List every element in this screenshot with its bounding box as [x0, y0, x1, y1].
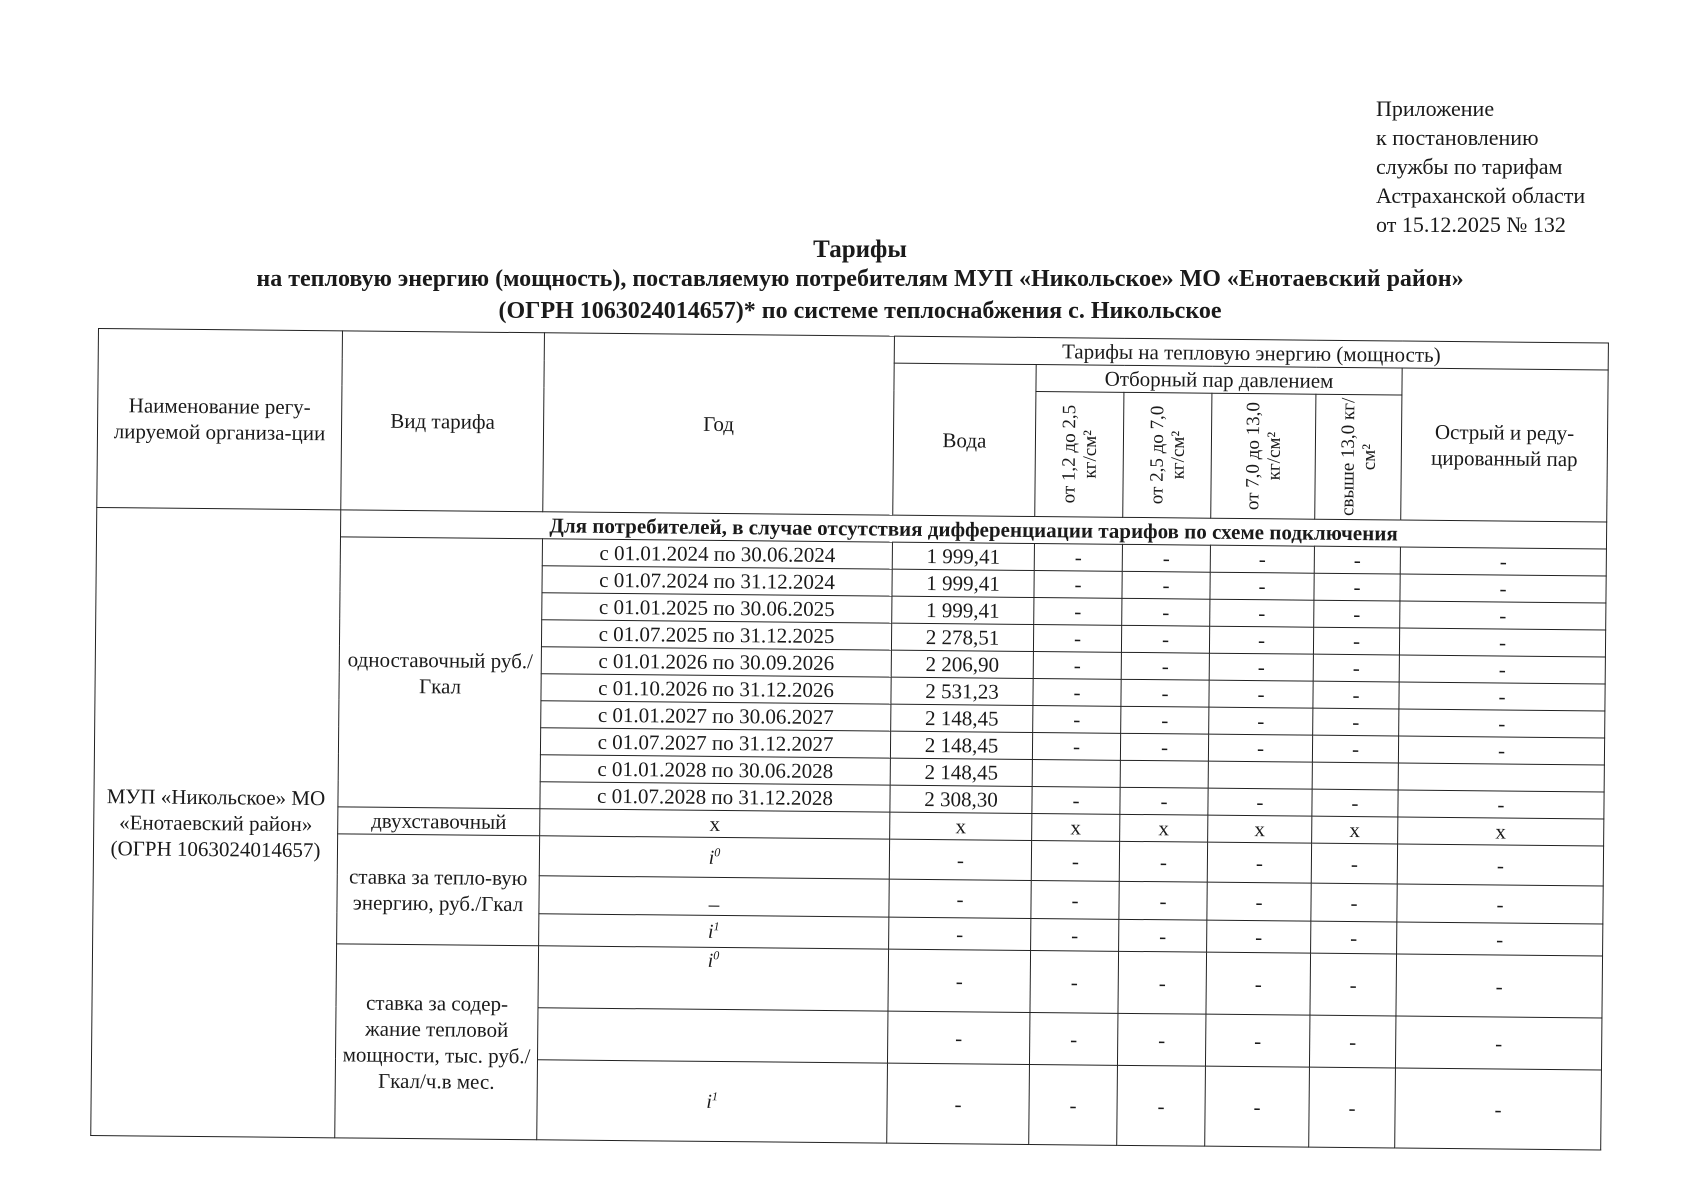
header-water: Вода	[893, 363, 1036, 516]
value-cell: -	[887, 1063, 1030, 1144]
value-cell: -	[1313, 654, 1399, 682]
value-cell: -	[1033, 705, 1121, 733]
value-cell: -	[1399, 682, 1605, 711]
header-sharp-steam: Острый и реду-цированный пар	[1401, 368, 1608, 522]
header-pressure-2-text: от 2,5 до 7,0 кг/см²	[1145, 405, 1189, 505]
year-index-sup: 1	[711, 1088, 719, 1103]
value-cell: -	[1031, 918, 1119, 951]
value-cell: -	[1209, 707, 1313, 735]
water-value: 2 148,45	[891, 704, 1033, 732]
energy-rate-label: ставка за тепло-вую энергию, руб./Гкал	[337, 834, 540, 946]
value-cell: х	[890, 812, 1032, 840]
value-cell: -	[1029, 1064, 1118, 1145]
year-index-cell	[539, 836, 889, 879]
value-cell: -	[1314, 573, 1400, 601]
value-cell: -	[1397, 884, 1603, 924]
year-index: i	[707, 949, 714, 972]
period-cell: с 01.01.2025 по 30.06.2025	[542, 593, 892, 623]
water-value: 1 999,41	[892, 569, 1034, 597]
value-cell: -	[1395, 1016, 1602, 1070]
period-cell: с 01.07.2027 по 31.12.2027	[540, 728, 890, 758]
appendix-line: службы по тарифам	[1376, 154, 1563, 179]
header-pressure-1-text: от 1,2 до 2,5 кг/см²	[1057, 404, 1101, 504]
value-cell: -	[1209, 626, 1313, 654]
capacity-rate-label: ставка за содер-жание тепловой мощности, тыс. руб./Гкал/ч.в мес.	[335, 944, 539, 1140]
value-cell	[1208, 761, 1312, 789]
value-cell: -	[1033, 651, 1121, 679]
header-pressure-2	[1123, 392, 1212, 518]
value-cell: -	[1313, 681, 1399, 709]
year-index-sup: 0	[714, 844, 721, 859]
value-cell: х	[1120, 814, 1208, 842]
value-cell: -	[1210, 545, 1314, 573]
appendix-line: Приложение	[1376, 96, 1495, 121]
value-cell: -	[1314, 546, 1400, 574]
value-cell: -	[1122, 571, 1210, 599]
header-pressure-4	[1315, 394, 1402, 520]
year-index-sup: 1	[713, 918, 720, 933]
value-cell: -	[1397, 844, 1603, 886]
period-cell: с 01.07.2028 по 31.12.2028	[540, 782, 890, 812]
value-cell: -	[1032, 786, 1120, 814]
value-cell: -	[1208, 788, 1312, 816]
value-cell	[1398, 763, 1604, 792]
value-cell: -	[1310, 953, 1397, 1016]
value-cell: -	[1031, 880, 1119, 919]
water-value: 2 148,45	[890, 731, 1032, 759]
value-cell: -	[1121, 706, 1209, 734]
value-cell: -	[1311, 921, 1397, 954]
value-cell: -	[1119, 841, 1207, 882]
value-cell: -	[1313, 708, 1399, 736]
value-cell: -	[1121, 625, 1209, 653]
header-pressure-3	[1211, 393, 1316, 519]
value-cell: -	[889, 839, 1031, 880]
period-cell: с 01.01.2027 по 30.06.2027	[541, 701, 891, 731]
value-cell: -	[1122, 598, 1210, 626]
period-cell: с 01.01.2026 по 30.09.2026	[541, 647, 891, 677]
value-cell: -	[1311, 883, 1397, 922]
year-index: _	[708, 884, 720, 909]
value-cell: -	[1207, 882, 1311, 921]
value-cell: -	[1120, 733, 1208, 761]
value-cell: -	[1313, 627, 1399, 655]
document-subtitle: на тепловую энергию (мощность), поставляемую потребителям МУП «Никольское» МО «Енотаевский район»	[256, 266, 1464, 292]
appendix-line: к постановлению	[1376, 125, 1539, 150]
year-index-cell	[537, 1060, 888, 1143]
period-cell: с 01.01.2024 по 30.06.2024	[542, 539, 892, 569]
period-cell: с 01.10.2026 по 31.12.2026	[541, 674, 891, 704]
year-index: i	[706, 1090, 712, 1113]
header-steam-group: Отборный пар давлением	[1036, 365, 1402, 396]
value-cell: -	[1119, 881, 1207, 920]
value-cell: х	[1032, 813, 1120, 841]
value-cell: -	[1399, 655, 1605, 684]
water-value: 2 278,51	[891, 623, 1033, 651]
appendix-line: от 15.12.2025 № 132	[1376, 212, 1566, 237]
organization-cell: МУП «Никольское» МО «Енотаевский район» (ОГРН 1063024014657)	[91, 507, 341, 1137]
value-cell: -	[1034, 597, 1122, 625]
header-org: Наименование регу-лируемой организа-ции	[97, 329, 343, 510]
value-cell: -	[1205, 1066, 1310, 1147]
value-cell: -	[1399, 628, 1605, 657]
value-cell: -	[1034, 543, 1122, 571]
value-cell: х	[540, 809, 890, 839]
tariff-table	[90, 328, 1609, 1150]
value-cell: -	[1312, 735, 1398, 763]
appendix-line: Астраханской области	[1376, 183, 1586, 208]
value-cell: -	[1206, 952, 1311, 1015]
period-cell: с 01.01.2028 по 30.06.2028	[540, 755, 890, 785]
water-value: 2 531,23	[891, 677, 1033, 705]
water-value: 2 148,45	[890, 758, 1032, 786]
value-cell: -	[1399, 709, 1605, 738]
value-cell: -	[1397, 922, 1603, 956]
value-cell	[1312, 762, 1398, 790]
value-cell: х	[1398, 817, 1604, 846]
value-cell: х	[1312, 816, 1398, 844]
value-cell: -	[1031, 840, 1119, 881]
year-index-cell	[537, 1008, 887, 1063]
period-cell: с 01.07.2024 по 31.12.2024	[542, 566, 892, 596]
value-cell: -	[1398, 736, 1604, 765]
year-index: i	[708, 846, 715, 869]
water-value: 2 206,90	[891, 650, 1033, 678]
value-cell: -	[1120, 787, 1208, 815]
value-cell	[1120, 760, 1208, 788]
value-cell: -	[1400, 574, 1606, 603]
value-cell: -	[1312, 789, 1398, 817]
value-cell: -	[1117, 1013, 1205, 1066]
value-cell: -	[1395, 1068, 1602, 1150]
water-value: 1 999,41	[892, 596, 1034, 624]
value-cell: -	[1309, 1067, 1396, 1148]
value-cell: -	[1209, 680, 1313, 708]
value-cell: х	[1208, 815, 1312, 843]
value-cell: -	[889, 917, 1031, 950]
year-index-sup: 0	[713, 948, 720, 963]
value-cell: -	[1032, 732, 1120, 760]
value-cell: -	[1210, 572, 1314, 600]
value-cell: -	[1117, 1065, 1206, 1146]
value-cell: -	[1118, 951, 1207, 1014]
year-index-cell	[539, 914, 889, 949]
header-pressure-1	[1035, 392, 1124, 518]
document-subtitle-line2: (ОГРН 1063024014657)* по системе теплоснабжения с. Никольское	[498, 298, 1222, 324]
water-value: 1 999,41	[892, 542, 1034, 570]
value-cell: -	[1209, 653, 1313, 681]
water-value: 2 308,30	[890, 785, 1032, 813]
value-cell: -	[1122, 544, 1210, 572]
value-cell: -	[1314, 600, 1400, 628]
document-title: Тарифы	[813, 236, 907, 263]
value-cell: -	[1033, 624, 1121, 652]
value-cell: -	[887, 1011, 1029, 1064]
value-cell: -	[1396, 954, 1603, 1018]
header-tariffs-group: Тарифы на тепловую энергию (мощность)	[894, 336, 1608, 370]
value-cell: -	[1121, 679, 1209, 707]
year-index-cell	[538, 946, 889, 1011]
single-rate-label: одноставочный руб./Гкал	[338, 537, 543, 809]
value-cell: -	[889, 879, 1031, 918]
value-cell: -	[1034, 570, 1122, 598]
value-cell: -	[1029, 1012, 1117, 1065]
value-cell: -	[1119, 919, 1207, 952]
header-year: Год	[543, 333, 895, 515]
year-index: i	[707, 920, 714, 943]
appendix-block	[1376, 94, 1585, 239]
value-cell: -	[1207, 920, 1311, 953]
value-cell: -	[1121, 652, 1209, 680]
header-pressure-4-text: свыше 13,0 кг/см²	[1336, 397, 1380, 517]
header-pressure-3-text: от 7,0 до 13,0 кг/см²	[1241, 402, 1285, 511]
value-cell: -	[1210, 599, 1314, 627]
value-cell: -	[1033, 678, 1121, 706]
two-rate-label: двухставочный	[338, 807, 540, 836]
value-cell: -	[1205, 1014, 1309, 1067]
value-cell: -	[1207, 842, 1311, 883]
value-cell: -	[1309, 1015, 1395, 1068]
value-cell: -	[1030, 950, 1119, 1013]
value-cell: -	[888, 949, 1031, 1012]
value-cell: -	[1398, 790, 1604, 819]
period-cell: с 01.07.2025 по 31.12.2025	[541, 620, 891, 650]
header-tariff-type: Вид тарифа	[341, 331, 545, 512]
year-index-cell	[539, 876, 889, 917]
value-cell: -	[1400, 601, 1606, 630]
value-cell	[1032, 759, 1120, 787]
value-cell: -	[1400, 547, 1606, 576]
section-title: Для потребителей, в случае отсутствия дифференциации тарифов по схеме подключения	[341, 510, 1607, 549]
value-cell: -	[1311, 843, 1397, 884]
value-cell: -	[1208, 734, 1312, 762]
